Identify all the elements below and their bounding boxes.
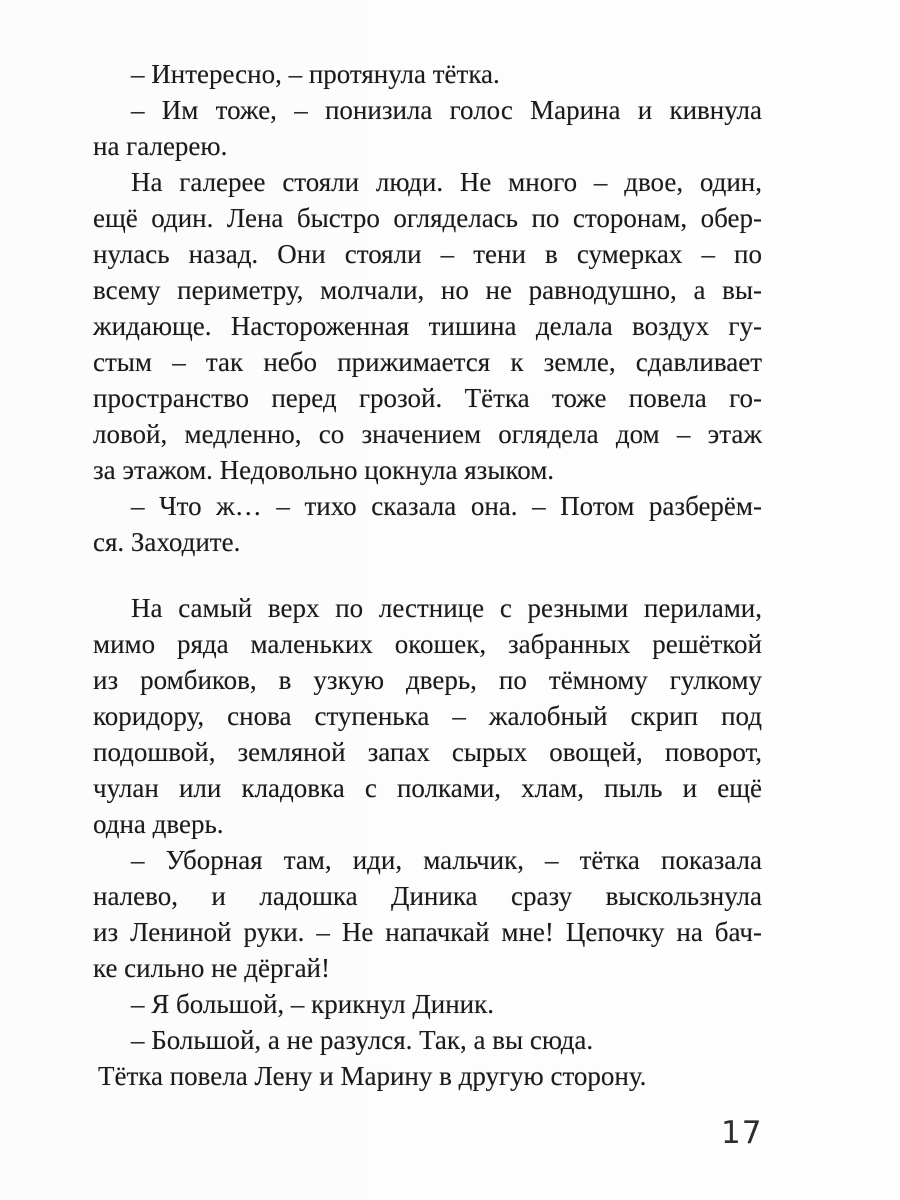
text-line: из ромбиков, в узкую дверь, по тёмному гулкому [93, 665, 762, 695]
text-line: – Интересно, – протянула тётка. [131, 59, 500, 89]
text-line: – Им тоже, – понизила голос Марина и кивнула [131, 95, 762, 125]
text-line: из Лениной руки. – Не напачкай мне! Цепочку на бач- [93, 917, 762, 947]
text-line: на галерею. [93, 131, 228, 161]
text-line: подошвой, земляной запах сырых овощей, поворот, [93, 737, 762, 767]
text-line: – Большой, а не разулся. Так, а вы сюда. [131, 1025, 594, 1055]
text-line: На самый верх по лестнице с резными перилами, [131, 593, 762, 623]
text-line: нулась назад. Они стояли – тени в сумерках – по [93, 239, 762, 269]
text-line: – Что ж… – тихо сказала она. – Потом разберём- [131, 491, 762, 521]
text-line: одна дверь. [93, 809, 224, 839]
text-line: ся. Заходите. [93, 527, 241, 557]
text-line: за этажом. Недовольно цокнула языком. [93, 455, 555, 485]
text-line: мимо ряда маленьких окошек, забранных решёткой [93, 629, 762, 659]
text-line: всему периметру, молчали, но не равнодушно, а вы- [93, 275, 762, 305]
text-line: ловой, медленно, со значением оглядела дом – этаж [93, 419, 762, 449]
text-line: ке сильно не дёргай! [93, 953, 331, 983]
text-line: – Я большой, – крикнул Диник. [131, 989, 494, 1019]
text-line: коридору, снова ступенька – жалобный скрип под [93, 701, 762, 731]
text-line: – Уборная там, иди, мальчик, – тётка показала [131, 845, 762, 875]
text-line: стым – так небо прижимается к земле, сдавливает [93, 347, 762, 377]
text-line: чулан или кладовка с полками, хлам, пыль и ещё [93, 773, 762, 803]
text-line: пространство перед грозой. Тётка тоже повела го- [93, 383, 762, 413]
text-line: налево, и ладошка Диника сразу выскользнула [93, 881, 762, 911]
text-line: жидающе. Настороженная тишина делала воздух гу- [93, 311, 762, 341]
page-text [93, 56, 762, 1094]
page-number: 17 [721, 1115, 763, 1151]
text-line: ещё один. Лена быстро огляделась по сторонам, обер- [93, 203, 762, 233]
text-line: Тётка повела Лену и Марину в другую сторону. [98, 1061, 647, 1091]
text-line: На галерее стояли люди. Не много – двое, один, [131, 167, 762, 197]
